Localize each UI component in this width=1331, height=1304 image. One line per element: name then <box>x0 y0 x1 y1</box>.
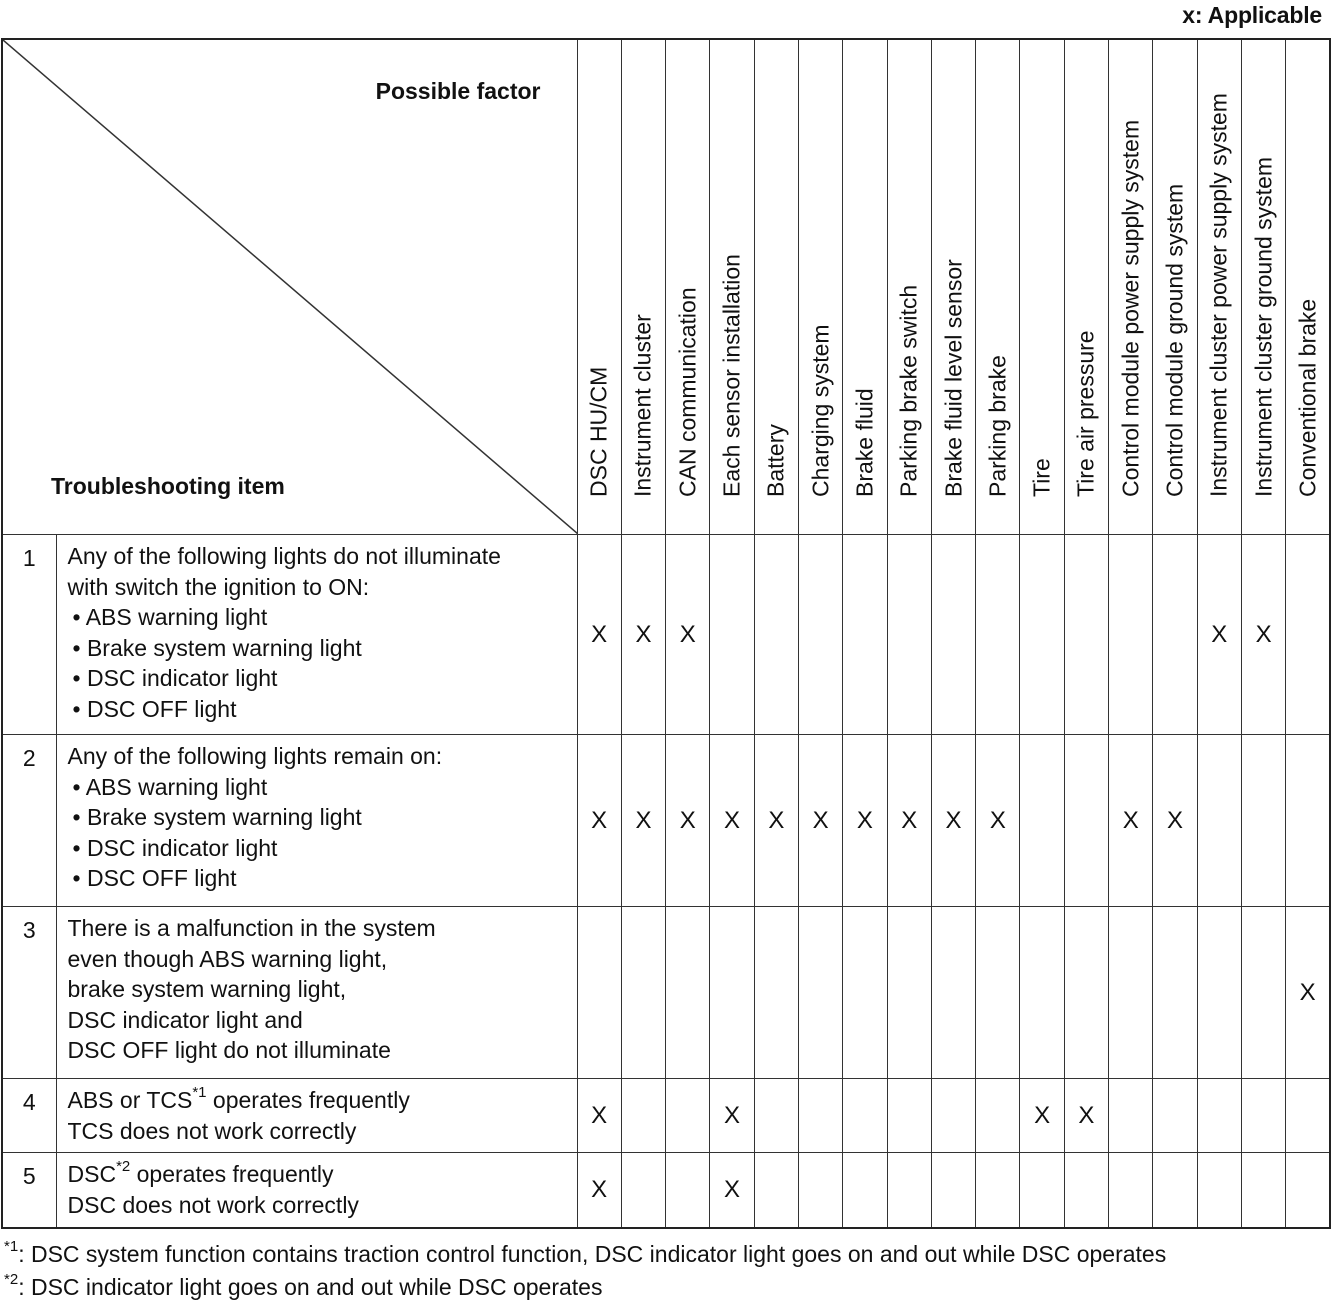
column-header: Instrument cluster ground system <box>1241 39 1285 535</box>
troubleshooting-matrix <box>1 38 1331 1229</box>
applicability-cell <box>1197 907 1241 1079</box>
applicability-cell <box>754 1153 798 1228</box>
applicability-cell: X <box>666 735 710 907</box>
row-description <box>56 1079 577 1153</box>
table-row <box>2 907 1330 1079</box>
applicability-cell <box>666 1079 710 1153</box>
applicability-cell: X <box>976 735 1020 907</box>
applicability-cell <box>1064 907 1108 1079</box>
footnote-ref: *2 <box>116 1158 131 1176</box>
applicability-cell <box>621 1079 665 1153</box>
applicability-cell: X <box>1241 535 1285 735</box>
footnote: $^{*1}$: DSC system function contains traction control function, DSC indicator light goes on and out while DSC operates <box>4 1238 1167 1267</box>
column-header: Conventional brake <box>1286 39 1330 535</box>
applicability-cell <box>798 907 842 1079</box>
applicability-cell <box>931 1153 975 1228</box>
table-row <box>2 535 1330 735</box>
description-line: TCS does not work correctly <box>67 1117 357 1144</box>
applicability-cell <box>1153 535 1197 735</box>
bullet-item: • ABS warning light <box>72 773 268 800</box>
applicability-cell <box>976 1153 1020 1228</box>
applicability-cell: X <box>577 1153 621 1228</box>
applicability-cell <box>1153 907 1197 1079</box>
column-header: Instrument cluster power supply system <box>1197 39 1241 535</box>
description-line: with switch the ignition to ON: <box>67 573 370 600</box>
row-description <box>56 907 577 1079</box>
applicability-cell <box>1109 907 1153 1079</box>
description-line: Any of the following lights remain on: <box>67 743 443 769</box>
applicability-cell: X <box>577 535 621 735</box>
applicability-cell <box>1286 1153 1330 1228</box>
description-line: Any of the following lights do not illuminate <box>67 543 501 569</box>
row-description <box>56 535 577 735</box>
applicability-cell <box>798 1079 842 1153</box>
applicability-cell <box>621 1153 665 1228</box>
applicability-cell <box>931 907 975 1079</box>
footnote: $^{*2}$: DSC indicator light goes on and out while DSC operates <box>4 1271 603 1300</box>
bullet-item: • Brake system warning light <box>72 634 362 661</box>
applicability-cell <box>887 1153 931 1228</box>
header-row <box>2 39 1330 535</box>
bullet-item: • DSC OFF light <box>72 865 237 891</box>
column-header: Control module ground system <box>1153 39 1197 535</box>
applicability-cell: X <box>621 735 665 907</box>
applicability-cell <box>798 535 842 735</box>
description-line: brake system warning light, <box>67 976 347 1002</box>
column-header: Parking brake switch <box>887 39 931 535</box>
bullet-item: • ABS warning light <box>72 604 268 630</box>
applicability-cell <box>1020 1153 1064 1228</box>
column-header: CAN communication <box>666 39 710 535</box>
applicability-cell <box>1153 1079 1197 1153</box>
table-row <box>2 735 1330 907</box>
applicability-cell <box>976 907 1020 1079</box>
bullet-item: • DSC indicator light <box>72 834 278 861</box>
applicability-cell <box>1020 907 1064 1079</box>
applicability-cell <box>1020 535 1064 735</box>
table-row <box>2 1153 1330 1228</box>
applicability-cell <box>710 535 754 735</box>
row-number: 2 <box>2 735 56 907</box>
applicability-cell <box>1109 1153 1153 1228</box>
applicability-cell <box>931 1079 975 1153</box>
applicability-cell: X <box>1064 1079 1108 1153</box>
applicability-cell: X <box>931 735 975 907</box>
applicability-cell <box>666 907 710 1079</box>
applicability-cell <box>976 1079 1020 1153</box>
column-header: Brake fluid <box>843 39 887 535</box>
applicability-cell <box>843 535 887 735</box>
column-header: Brake fluid level sensor <box>931 39 975 535</box>
column-header: Tire <box>1020 39 1064 535</box>
row-number: 4 <box>2 1079 56 1153</box>
applicability-cell: X <box>666 535 710 735</box>
applicability-cell: X <box>887 735 931 907</box>
applicability-cell: X <box>710 735 754 907</box>
description-line: DSC indicator light and <box>67 1006 303 1033</box>
applicability-cell: X <box>577 1079 621 1153</box>
applicability-cell <box>931 535 975 735</box>
applicability-cell <box>1197 1079 1241 1153</box>
applicability-cell <box>1020 735 1064 907</box>
applicability-cell <box>754 535 798 735</box>
applicability-cell <box>1153 1153 1197 1228</box>
description-line: DSC does not work correctly <box>67 1191 359 1218</box>
footnotes <box>4 1238 1166 1304</box>
applicability-cell: X <box>1153 735 1197 907</box>
applicability-cell <box>666 1153 710 1228</box>
description-line: There is a malfunction in the system <box>67 915 436 941</box>
column-header: Charging system <box>798 39 842 535</box>
corner-header <box>2 39 577 535</box>
row-description <box>56 1153 577 1228</box>
applicability-cell <box>887 535 931 735</box>
applicability-cell <box>976 535 1020 735</box>
applicability-cell <box>887 1079 931 1153</box>
row-number: 5 <box>2 1153 56 1228</box>
applicability-cell <box>1241 1079 1285 1153</box>
applicability-cell <box>1064 535 1108 735</box>
applicability-cell <box>1109 1079 1153 1153</box>
column-header: Instrument cluster <box>621 39 665 535</box>
table-row <box>2 1079 1330 1153</box>
applicability-cell: X <box>621 535 665 735</box>
applicability-cell <box>754 907 798 1079</box>
applicability-cell: X <box>1020 1079 1064 1153</box>
footnote-ref: *1 <box>192 1084 207 1102</box>
applicability-cell: X <box>798 735 842 907</box>
applicability-cell: X <box>843 735 887 907</box>
bullet-item: • DSC indicator light <box>72 665 278 691</box>
description-line: DSC OFF light do not illuminate <box>67 1037 391 1063</box>
applicability-cell: X <box>754 735 798 907</box>
applicability-cell: X <box>577 735 621 907</box>
applicability-cell <box>1286 1079 1330 1153</box>
applicability-cell <box>754 1079 798 1153</box>
row-description <box>56 735 577 907</box>
row-number: 1 <box>2 535 56 735</box>
applicability-cell <box>1241 907 1285 1079</box>
bullet-item: • DSC OFF light <box>72 695 237 722</box>
column-header: Control module power supply system <box>1109 39 1153 535</box>
applicability-cell: X <box>1109 735 1153 907</box>
column-header: Parking brake <box>976 39 1020 535</box>
applicability-cell <box>1197 1153 1241 1228</box>
applicability-cell <box>1241 735 1285 907</box>
applicability-cell <box>1197 735 1241 907</box>
applicability-cell: X <box>710 1153 754 1228</box>
troubleshooting-item-label: Troubleshooting item <box>51 473 285 499</box>
applicability-cell <box>843 1153 887 1228</box>
column-header: DSC HU/CM <box>577 39 621 535</box>
bullet-item: • Brake system warning light <box>72 804 362 830</box>
applicability-cell <box>1109 535 1153 735</box>
applicability-cell <box>798 1153 842 1228</box>
possible-factor-label: Possible factor <box>375 78 541 104</box>
applicability-cell <box>1064 735 1108 907</box>
applicability-cell <box>1064 1153 1108 1228</box>
column-header: Battery <box>754 39 798 535</box>
description-line: even though ABS warning light, <box>67 945 388 972</box>
applicability-cell: X <box>1197 535 1241 735</box>
column-header: Each sensor installation <box>710 39 754 535</box>
column-header: Tire air pressure <box>1064 39 1108 535</box>
description-line: DSC$^{*2}$ operates frequently <box>67 1158 334 1187</box>
applicability-cell <box>577 907 621 1079</box>
description-line: ABS or TCS$^{*1}$ operates frequently <box>67 1084 410 1113</box>
applicability-cell <box>621 907 665 1079</box>
applicability-cell <box>1286 735 1330 907</box>
applicability-cell <box>1286 535 1330 735</box>
diagonal-divider <box>3 40 578 534</box>
applicability-cell: X <box>710 1079 754 1153</box>
applicability-cell <box>843 1079 887 1153</box>
applicability-cell <box>887 907 931 1079</box>
applicability-cell <box>1241 1153 1285 1228</box>
applicable-legend: x: Applicable <box>1182 2 1322 28</box>
applicability-cell <box>843 907 887 1079</box>
applicability-cell <box>710 907 754 1079</box>
row-number: 3 <box>2 907 56 1079</box>
applicability-cell: X <box>1286 907 1330 1079</box>
